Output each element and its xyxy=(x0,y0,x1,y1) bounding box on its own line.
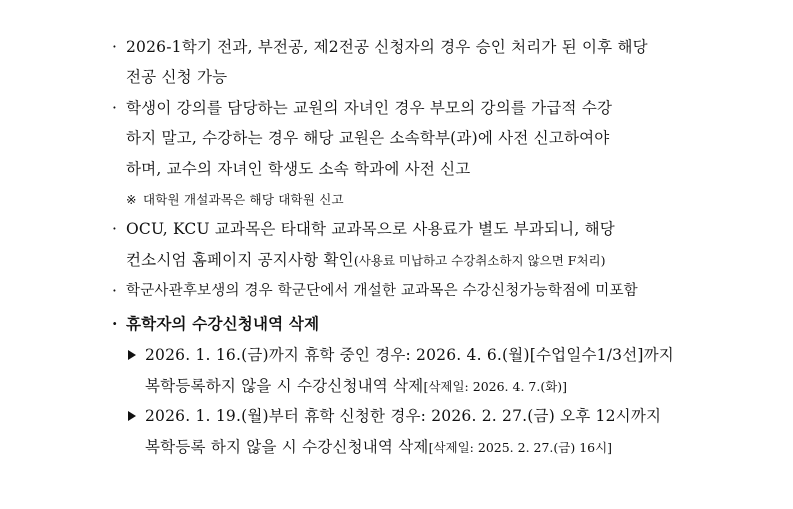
subitem-1-line-1: 2026. 1. 16.(금)까지 휴학 중인 경우: 2026. 4. 6.(월)[수업일수1/3선]까지 xyxy=(145,346,674,364)
bullet-3: · xyxy=(112,220,117,238)
triangle-bullet-icon xyxy=(128,350,136,360)
item-3-line-2-text: 컨소시엄 홈페이지 공지사항 확인 xyxy=(126,251,354,269)
bullet-2: · xyxy=(112,99,117,117)
subitem-2-delete-date: [삭제일: 2025. 2. 27.(금) 16시] xyxy=(428,440,613,455)
item-2-line-1: 학생이 강의를 담당하는 교원의 자녀인 경우 부모의 강의를 가급적 수강 xyxy=(126,99,613,117)
triangle-bullet-icon xyxy=(128,411,136,421)
item-1-line-2: 전공 신청 가능 xyxy=(126,68,228,86)
note-mark: ※ xyxy=(126,192,137,207)
item-2-line-3: 하며, 교수의 자녀인 학생도 소속 학과에 사전 신고 xyxy=(126,160,471,178)
bullet-1: · xyxy=(112,38,117,56)
subitem-1-line-2-text: 복학등록하지 않을 시 수강신청내역 삭제 xyxy=(145,377,424,395)
subitem-2-line-2-text: 복학등록 하지 않을 시 수강신청내역 삭제 xyxy=(145,438,429,456)
item-3-line-1: OCU, KCU 교과목은 타대학 교과목으로 사용료가 별도 부과되니, 해당 xyxy=(126,220,615,238)
section-title: 휴학자의 수강신청내역 삭제 xyxy=(126,314,320,333)
subitem-2-line-1: 2026. 1. 19.(월)부터 휴학 신청한 경우: 2026. 2. 27.(금) 오후 12시까지 xyxy=(145,407,662,425)
item-3-line-2 xyxy=(126,250,605,271)
bullet-section: · xyxy=(112,314,118,333)
item-2-line-2: 하지 말고, 수강하는 경우 해당 교원은 소속학부(과)에 사전 신고하여야 xyxy=(126,129,610,147)
subitem-1-delete-date: [삭제일: 2026. 4. 7.(화)] xyxy=(423,379,568,394)
item-2-note: 대학원 개설과목은 해당 대학원 신고 xyxy=(143,192,344,207)
subitem-1-line-2 xyxy=(145,376,567,397)
item-4-line-1: 학군사관후보생의 경우 학군단에서 개설한 교과목은 수강신청가능학점에 미포함 xyxy=(126,283,638,299)
subitem-2-line-2 xyxy=(145,437,612,458)
item-3-line-2-small: (사용료 미납하고 수강취소하지 않으면 F처리) xyxy=(353,253,606,268)
item-1-line-1: 2026-1학기 전과, 부전공, 제2전공 신청자의 경우 승인 처리가 된 이후 해당 xyxy=(126,38,648,56)
bullet-4: · xyxy=(112,282,117,300)
